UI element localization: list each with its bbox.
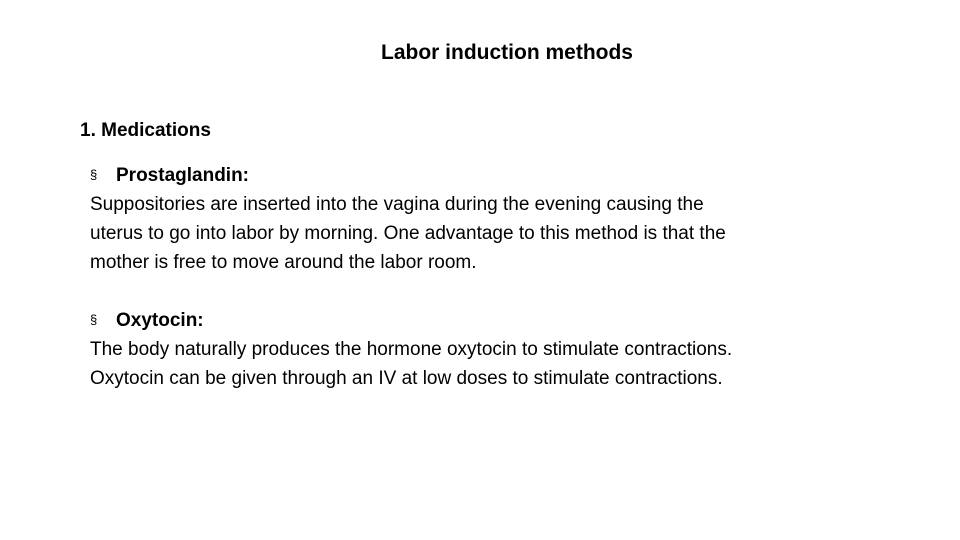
item-body-line: uterus to go into labor by morning. One advantage to this method is that the [90,223,726,244]
item-heading: Oxytocin: [116,310,204,331]
list-item-prostaglandin [90,160,890,277]
item-body-line: Oxytocin can be given through an IV at low doses to stimulate contractions. [90,368,723,389]
section-heading: 1. Medications [80,120,211,141]
bullet-icon: § [90,312,98,327]
item-body-line: Suppositories are inserted into the vagina during the evening causing the [90,194,704,215]
bullet-icon: § [90,167,98,182]
item-body-line: mother is free to move around the labor room. [90,252,477,273]
slide-title-container [0,38,960,68]
item-heading-line [90,305,890,335]
slide-title: Labor induction methods [381,41,633,64]
item-heading: Prostaglandin: [116,165,250,186]
list-item-oxytocin [90,305,890,393]
item-body-line: The body naturally produces the hormone oxytocin to stimulate contractions. [90,339,733,360]
item-heading-line [90,160,890,190]
